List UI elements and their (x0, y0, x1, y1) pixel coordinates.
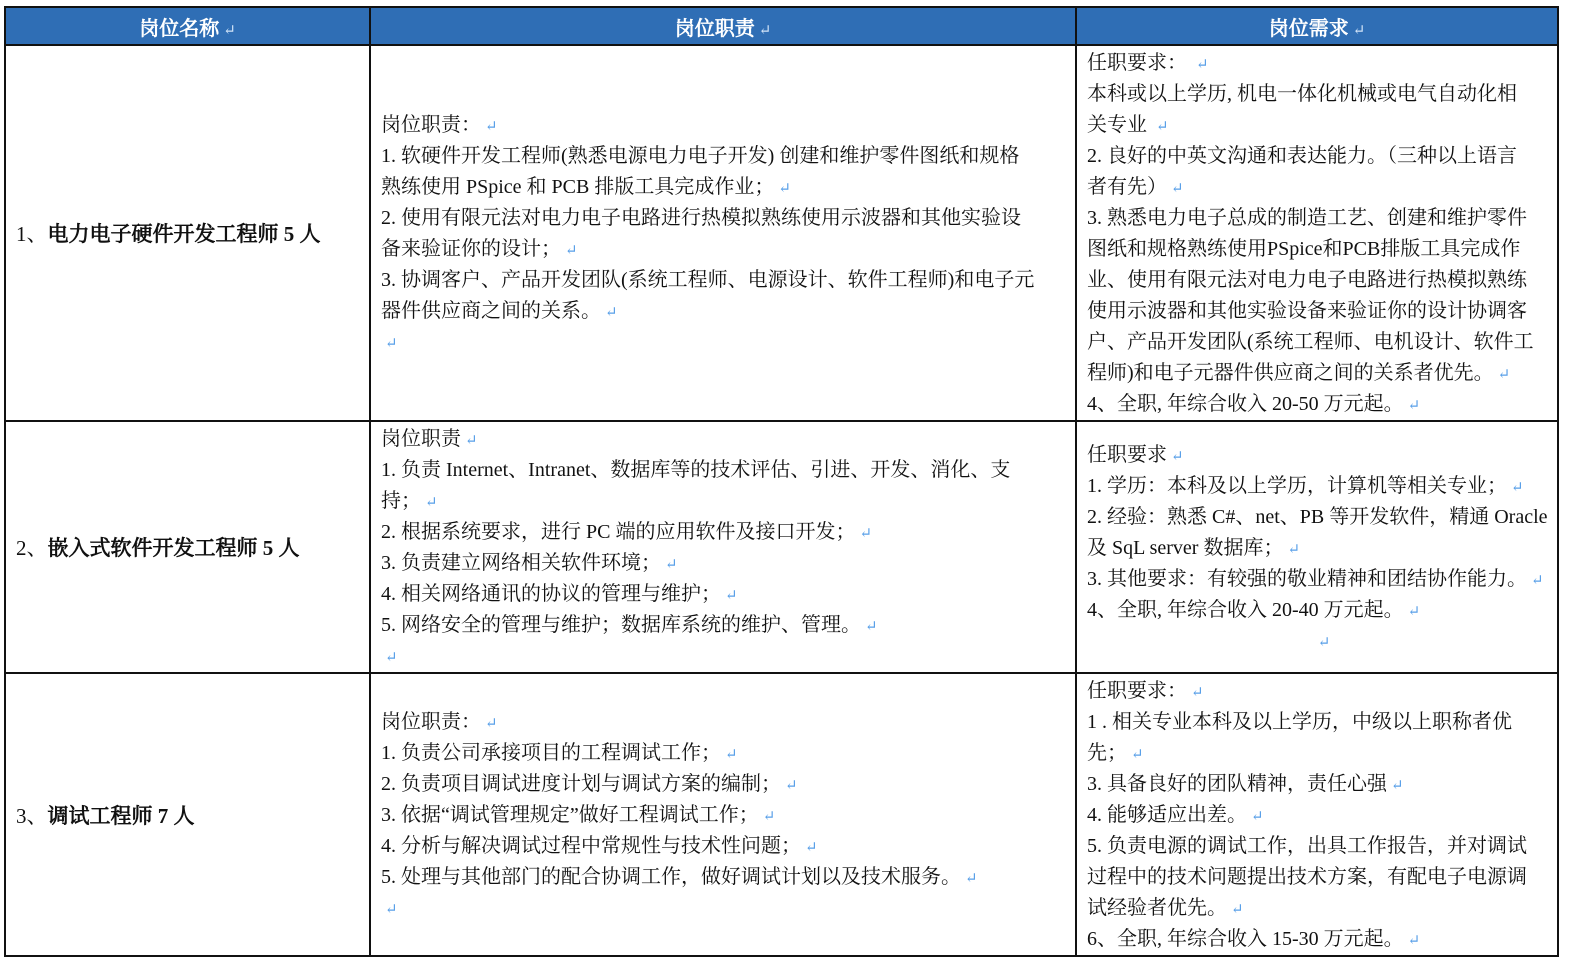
text-line: 4. 相关网络通讯的协议的管理与维护； ↵ (381, 579, 1075, 610)
position-count: 7 人 (157, 803, 195, 828)
text-line: 业、使用有限元法对电力电子电路进行热模拟熟练 (1087, 269, 1527, 291)
text-line: 图纸和规格熟练使用PSpice和PCB排版工具完成作 (1087, 238, 1521, 260)
position-index: 3、 (16, 803, 48, 828)
text-line: 任职要求： ↵ (1087, 676, 1557, 707)
text-line: 1. 学历：本科及以上学历，计算机等相关专业； ↵ (1087, 471, 1557, 502)
position-count: 5 人 (262, 536, 300, 560)
text-line: 岗位职责 ↵ (381, 424, 1075, 455)
requirements-cell (1076, 421, 1558, 673)
text-line: 4、全职, 年综合收入 20-50 万元起。 ↵ (1087, 389, 1557, 420)
position-title: 电力电子硬件开发工程师 (47, 222, 279, 246)
text-line: 过程中的技术问题提出技术方案，有配电子电源调 (1087, 866, 1527, 888)
text-line: 6、全职, 年综合收入 15-30 万元起。 ↵ (1087, 924, 1557, 955)
duties-cell (370, 673, 1076, 956)
text-line: 3. 负责建立网络相关软件环境； ↵ (381, 548, 1075, 579)
header-label: 岗位名称 ↵ (139, 18, 236, 40)
text-line: 4、全职, 年综合收入 20-40 万元起。 ↵ (1087, 595, 1557, 626)
text-line: 熟练使用 PSpice 和 PCB 排版工具完成作业； ↵ (381, 172, 1075, 203)
text-line: 试经验者优先。 ↵ (1087, 893, 1557, 924)
position-index: 1、 (16, 222, 48, 246)
text-line: 及 SqL server 数据库； ↵ (1087, 533, 1557, 564)
position-title: 嵌入式软件开发工程师 (47, 536, 258, 560)
requirements-cell (1076, 673, 1558, 956)
text-line: 器件供应商之间的关系。 ↵ (381, 296, 1075, 327)
text-line: 5. 处理与其他部门的配合协调工作，做好调试计划以及技术服务。 ↵ (381, 862, 1075, 893)
text-line: 3. 协调客户、产品开发团队(系统工程师、电源设计、软件工程师)和电子元 (381, 269, 1035, 291)
text-line: 4. 能够适应出差。 ↵ (1087, 800, 1557, 831)
text-line: 备来验证你的设计； ↵ (381, 234, 1075, 265)
text-line: 3. 依据“调试管理规定”做好工程调试工作； ↵ (381, 800, 1075, 831)
text-line: 任职要求： ↵ (1087, 48, 1557, 79)
text-line: 持； ↵ (381, 486, 1075, 517)
text-line: 3. 熟悉电力电子总成的制造工艺、创建和维护零件 (1087, 207, 1527, 229)
text-line: 1. 负责公司承接项目的工程调试工作； ↵ (381, 738, 1075, 769)
text-line (381, 893, 1075, 924)
text-line: 先； ↵ (1087, 738, 1557, 769)
text-line: 3. 具备良好的团队精神，责任心强 ↵ (1087, 769, 1557, 800)
text-line: 1 . 相关专业本科及以上学历，中级以上职称者优 (1087, 711, 1512, 733)
text-line: 者有先） ↵ (1087, 172, 1557, 203)
job-table (4, 6, 1559, 957)
text-line: 2. 负责项目调试进度计划与调试方案的编制； ↵ (381, 769, 1075, 800)
text-line: 2. 使用有限元法对电力电子电路进行热模拟熟练使用示波器和其他实验设 (381, 207, 1021, 229)
text-line: 4. 分析与解决调试过程中常规性与技术性问题； ↵ (381, 831, 1075, 862)
text-line: 户、产品开发团队(系统工程师、电机设计、软件工 (1087, 331, 1534, 353)
text-line: 3. 其他要求：有较强的敬业精神和团结协作能力。 ↵ (1087, 564, 1557, 595)
position-name-cell (5, 673, 370, 956)
text-line: 程师)和电子元器件供应商之间的关系者优先。 ↵ (1087, 358, 1557, 389)
header-duties (370, 7, 1076, 45)
header-row (5, 7, 1558, 45)
position-title: 调试工程师 (47, 803, 153, 828)
text-line: 2. 经验：熟悉 C#、net、PB 等开发软件，精通 Oracle (1087, 506, 1548, 528)
text-line: 2. 良好的中英文沟通和表达能力。（三种以上语言 (1087, 145, 1517, 167)
header-requirements (1076, 7, 1558, 45)
text-line: 岗位职责： ↵ (381, 707, 1075, 738)
table-row (5, 673, 1558, 956)
text-line: 5. 负责电源的调试工作，出具工作报告，并对调试 (1087, 835, 1527, 857)
header-position-name (5, 7, 370, 45)
text-line: 2. 根据系统要求，进行 PC 端的应用软件及接口开发； ↵ (381, 517, 1075, 548)
duties-cell (370, 45, 1076, 421)
table-row (5, 45, 1558, 421)
text-line: 本科或以上学历, 机电一体化机械或电气自动化相 (1087, 83, 1517, 105)
duties-cell (370, 421, 1076, 673)
header-label: 岗位职责 ↵ (675, 18, 772, 40)
position-name-cell (5, 421, 370, 673)
position-name-cell (5, 45, 370, 421)
text-line: 岗位职责： ↵ (381, 110, 1075, 141)
header-label: 岗位需求 ↵ (1269, 18, 1366, 40)
text-line (381, 641, 1075, 672)
position-index: 2、 (16, 536, 48, 560)
text-line (1087, 626, 1557, 657)
text-line (381, 327, 1075, 358)
text-line: 1. 负责 Internet、Intranet、数据库等的技术评估、引进、开发、消化、支 (381, 459, 1011, 481)
position-count: 5 人 (283, 222, 321, 246)
requirements-cell (1076, 45, 1558, 421)
text-line: 1. 软硬件开发工程师(熟悉电源电力电子开发) 创建和维护零件图纸和规格 (381, 145, 1020, 167)
text-line: 使用示波器和其他实验设备来验证你的设计协调客 (1087, 300, 1527, 322)
table-row (5, 421, 1558, 673)
text-line: 5. 网络安全的管理与维护；数据库系统的维护、管理。 ↵ (381, 610, 1075, 641)
text-line: 任职要求 ↵ (1087, 440, 1557, 471)
text-line: 关专业 ↵ (1087, 110, 1557, 141)
